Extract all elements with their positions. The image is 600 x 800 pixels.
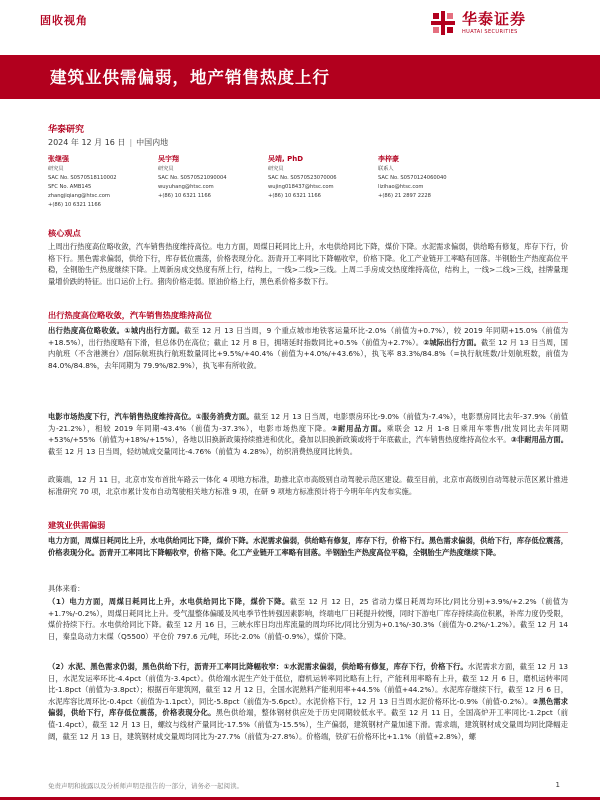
analyst-card: [268, 154, 378, 210]
nondurable-heading: ③非耐用品方面。: [510, 435, 568, 445]
detail-intro: 具体来看：: [48, 584, 85, 593]
date-line: 2024 年 12 月 16 日 | 中国内地: [48, 138, 169, 147]
policy-paragraph: 政策端，12 月 11 日，北京市发布首批车路云一体化 4 项地方标准，助推北京市高级别自动驾驶示范区建设。截至目前，北京市高级别自动驾驶示范区累计推进标准研究 70 项，北京市累计发布自动驾驶相关地方标准 9 项，在研 9 项地方标准预计将于今明年年内发布实施。: [48, 475, 568, 496]
service-text: 截至 12 月 13 日当周，电影票房环比-9.0%（前值为-7.4%），电影票房同比去年-37.9%（前值为-21.2%），相较 2019 年同期-43.4%（前值为-37.3%），电影市场热度下降。: [48, 412, 568, 433]
huatai-logo: [430, 8, 560, 38]
power-paragraph: [48, 596, 568, 642]
travel-lead: 出行热度高位略收敛。: [48, 326, 125, 335]
page-number: 1: [555, 781, 560, 789]
section-tag: 固收视角: [40, 14, 88, 27]
analyst-role: 联系人: [378, 166, 394, 172]
analyst-sac: SAC No. S0570518110002: [48, 175, 117, 181]
core-text: 上周出行热度高位略收敛，汽车销售热度维持高位。电力方面，周煤日耗同比上升，水电供给同比下降，煤价下降。水泥需求偏弱，供给略有修复，库存下行，价格下行。黑色需求偏弱，供给下行，库存低位震荡，价格表现分化。沥青开工率同比下降幅收窄，价格下降。化工产业链开工率略有回落。半钢胎生产热度高位平稳，全钢胎生产热度继续下降。上周新房成交热度有所上行，结构上，一线>二线>三线。上周二手房成交热度维持高位，结构上，一线>二线>三线，挂牌量现量增价跌的特征。出口运价上行。猪肉价格走弱。原油价格上行，黑色系价格多数下行。: [48, 242, 568, 286]
analyst-sfc: SFC No. AMB145: [48, 184, 92, 190]
analyst-phone: +(86) 10 6321 1166: [268, 193, 321, 199]
analyst-role: 研究员: [158, 166, 174, 172]
analyst-sac: SAC No. S0570521090004: [158, 175, 227, 181]
durable-text: 乘联会 12 月 1-8 日乘用车零售/批发同比去年同期+53%/+55%（前值为+18%/+15%），各地以旧换新政策持续推进和优化，叠加以旧换新政策或将于年底截止，汽车销售热度维持高位水平。: [48, 423, 568, 445]
nondurable-text: 截至 12 月 13 日当周，轻纺城成交量同比-4.76%（前值为 4.28%），纺织消费热度同比转负。: [48, 446, 358, 456]
travel-city-text: 截至 12 月 13 日当周，9 个重点城市地铁客运量环比-2.0%（前值为+0.7%），较 2019 年同期+15.0%（前值为+18.5%），出行热度略有下滑，但总体仍在高位；截止 12 月 8 日，拥堵延时指数同比+0.5%（前值为+2.7%）。: [48, 326, 568, 347]
report-region: 中国内地: [136, 138, 169, 147]
travel-intercity-text: 截至 12 月 13 日当周，国内航班（不含港澳台）/国际航班执行航班数量同比+9.5%/+40.4%（前值为+4.0%/+43.6%），执飞率 83.3%/84.8%（=执行航班数/计划航班数，前值为 84.0%/84.8%，去年同期为 79.9%/82.9%），执飞率有所收敛。: [48, 337, 568, 370]
analyst-email[interactable]: lizihao@htsc.com: [378, 184, 424, 190]
logo-name: 华泰证券: [462, 9, 527, 28]
power-lead: （1）电力方面，周煤日耗同比上升，水电供给同比下降，煤价下降。: [48, 597, 290, 606]
analyst-sac: SAC No. S0570523070006: [268, 175, 337, 181]
analyst-phone: +(86) 10 6321 1166: [48, 202, 101, 208]
cement-text: 水泥需求方面，截至 12 月 13 日，水泥发运率环比-4.4pct（前值为-3.4pct）。供给端水泥生产处于低位，磨机运转率同比略有上行，产能利用率略有上升，截至 12 月 6 日，磨机运转率同比-1.8pct（前值为-3.8pct）；根据百年建筑网，截至 12 月 12 日，全国水泥熟料产能利用率+44.5%（前值+44.2%）。水泥库存继续下行，截至 12 月 6 日，水泥库容比周环比-0.4pct（前值为-1.1pct），同比-5.8pct（前值为-5.6pct）。水泥价格下行，12 月 13 日当周水泥价格环比-0.9%（前值-0.2%）。: [48, 662, 568, 706]
analyst-role: 研究员: [268, 166, 284, 172]
huatai-logo-icon: [430, 10, 456, 36]
durable-heading: ②耐用品方面。: [331, 423, 387, 433]
travel-city: ①城内出行方面。: [124, 326, 185, 335]
analyst-name: 张继强: [48, 155, 69, 163]
materials-lead: （2）水泥、黑色需求仍弱，黑色供给下行，沥青开工率同比降幅收窄：: [48, 662, 284, 671]
steel-heading: ②黑色需求偏弱，供给下行，库存低位震荡，价格表现分化。: [48, 696, 568, 718]
report-title: 建筑业供需偏弱，地产销售热度上行: [50, 68, 330, 87]
analyst-card: [48, 154, 158, 210]
analyst-name: 吴靖, PhD: [268, 155, 304, 163]
analyst-card: [158, 154, 268, 210]
consumption-lead: 电影市场热度下行，汽车销售热度维持高位。: [48, 412, 196, 421]
construction-summary: 电力方面，周煤日耗同比上升，水电供给同比下降，煤价下降。水泥需求偏弱，供给略有修复，库存下行，价格下行。黑色需求偏弱，供给下行，库存低位震荡，价格表现分化。沥青开工率同比下降幅收窄，价格下降。化工产业链开工率略有回落。半钢胎生产热度高位平稳，全钢胎生产热度继续下降。: [48, 536, 568, 557]
analyst-name: 吴宇翔: [158, 155, 179, 163]
analyst-phone: +(86) 10 6321 1166: [158, 193, 211, 199]
core-heading: 核心观点: [48, 228, 81, 238]
cement-heading: ①水泥需求偏弱，供给略有修复，库存下行，价格下行。: [283, 662, 468, 671]
analyst-card: [378, 154, 488, 210]
consumption-paragraph: [48, 411, 568, 457]
travel-paragraph: [48, 325, 568, 371]
travel-intercity: ②城际出行方面。: [423, 337, 481, 347]
org-name: 华泰研究: [48, 125, 85, 135]
construction-heading: 建筑业供需偏弱: [48, 520, 106, 530]
construction-divider: [48, 532, 568, 533]
analyst-list: [48, 154, 568, 210]
analyst-sac: SAC No. S0570124060040: [378, 175, 447, 181]
logo-english: HUATAI SECURITIES: [462, 28, 518, 35]
materials-paragraph: [48, 661, 568, 742]
travel-heading: 出行热度高位略收敛，汽车销售热度维持高位: [48, 310, 212, 320]
travel-divider: [48, 322, 568, 323]
report-date: 2024 年 12 月 16 日: [48, 138, 126, 147]
analyst-email[interactable]: wujing018437@htsc.com: [268, 184, 334, 190]
power-text: 截至 12 月 12 日，25 省动力煤日耗周均环比/同比分别+3.9%/+2.2%（前值为+1.7%/-0.2%），周煤日耗同比上升。受气温整体偏暖及风电季节性转强因素影响，终端电厂日耗提升较慢，同时下游电厂库存持续高位积累，补库力度仍受限，煤价持续下行。水电供给同比下降。截至 12 月 16 日，三峡水库日均出库流量的周均环比/同比分别为+0.1%/-30.3%（前值为-0.2%/-1.2%）。截至 12 月 14 日，秦皇岛动力末煤（Q5500）平仓价 797.6 元/吨，环比-2.0%（前值-0.9%），煤价下降。: [48, 597, 569, 641]
analyst-name: 李梓豪: [378, 155, 399, 163]
steel-text: 黑色供给端，整体钢材供应处于历史同期较低水平。截至 12 月 11 日，全国高炉开工率同比-1.2pct（前值-1.4pct），截至 12 月 13 日，螺纹与线材产量同比-17.5%（前值为-15.5%），生产偏弱，建筑钢材产量加速下滑。需求端，建筑钢材成交量周均同比降幅走阔，截至 12 月 13 日，建筑钢材成交量周均同比为-27.7%（前值为-27.8%）。价格端，铁矿石价格环比+1.1%（前值+2.8%），螺: [48, 708, 569, 741]
service-heading: ①服务消费方面。: [195, 412, 254, 421]
footer-disclaimer: 免责声明和披露以及分析师声明是报告的一部分，请务必一起阅读。: [48, 782, 243, 790]
analyst-email[interactable]: wuyuhang@htsc.com: [158, 184, 214, 190]
analyst-email[interactable]: zhangjiqiang@htsc.com: [48, 193, 110, 199]
analyst-role: 研究员: [48, 166, 64, 172]
analyst-phone: +(86) 21 2897 2228: [378, 193, 431, 199]
